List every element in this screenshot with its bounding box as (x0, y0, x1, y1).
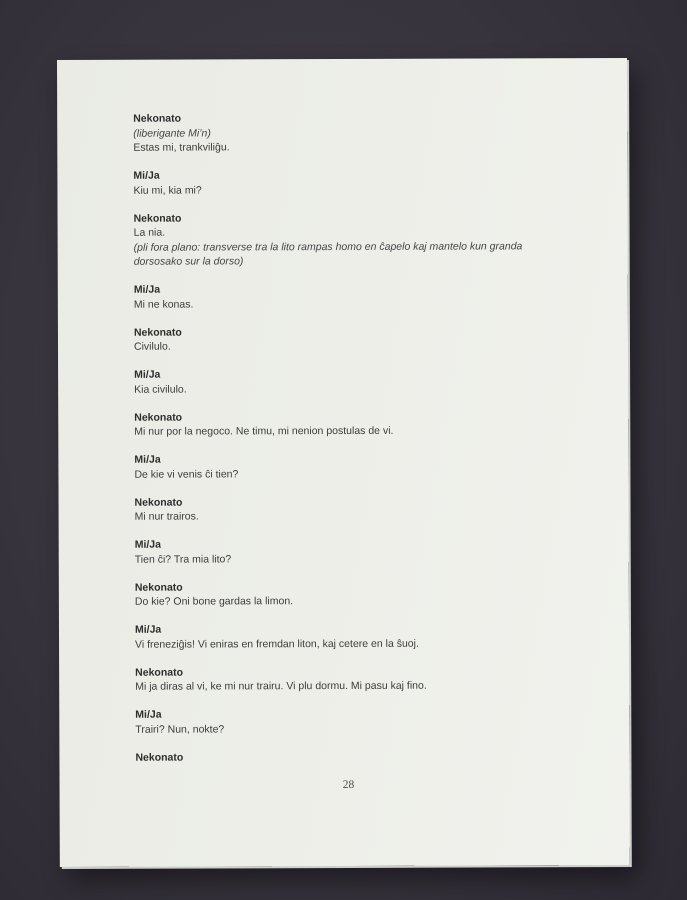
speaker-name: Nekonato (134, 411, 183, 424)
dialogue-block (134, 366, 594, 397)
stage-direction-line: dorsosako sur la dorso) (133, 255, 244, 268)
speaker-name: Nekonato (133, 326, 182, 339)
dialogue-line: Civilulo. (133, 340, 171, 353)
speaker-name: Nekonato (134, 496, 183, 509)
dialogue-line: La nia. (133, 226, 166, 239)
scanned-page (57, 58, 630, 867)
dialogue-line: Kiu mi, kia mi? (133, 183, 202, 197)
dialogue-block (134, 281, 594, 312)
dialogue-block (134, 451, 594, 482)
dialogue-line: Vi freneziĝis! Vi eniras en fremdan liton, kaj cetere en la ŝuoj. (135, 637, 419, 651)
dialogue-line: De kie vi venis ĉi tien? (134, 467, 239, 481)
speaker-name: Nekonato (133, 112, 182, 125)
speaker-name: Nekonato (135, 751, 184, 764)
speaker-name: Nekonato (135, 666, 184, 679)
dialogue-line: Estas mi, trankviliĝu. (133, 141, 230, 154)
dialogue-block (134, 210, 594, 270)
dialogue-line: Trairi? Nun, nokte? (135, 722, 225, 736)
speaker-name: Mi/Ja (134, 538, 161, 551)
dialogue-block (135, 664, 595, 695)
dialogue-line: Mi nur por la negoco. Ne timu, mi nenion postulas de vi. (134, 424, 394, 438)
speaker-name: Nekonato (134, 581, 183, 594)
dialogue-block (134, 324, 594, 355)
dialogue-line: Mi nur trairos. (134, 510, 199, 523)
speaker-name: Mi/Ja (133, 283, 161, 296)
dialogue-line: Mi ne konas. (133, 298, 194, 311)
speaker-name: Mi/Ja (135, 708, 162, 721)
speaker-name: Mi/Ja (134, 453, 161, 466)
dialogue-block (135, 494, 595, 525)
dialogue-block (135, 749, 595, 765)
dialogue-line: Kia civilulo. (134, 383, 187, 396)
dialogue-block (135, 706, 595, 737)
speaker-name: Nekonato (133, 212, 182, 225)
dialogue-block (135, 536, 595, 567)
dialogue-block (134, 409, 594, 440)
dialogue-line: Tien ĉi? Tra mia lito? (134, 552, 232, 566)
speaker-name: Mi/Ja (134, 623, 162, 636)
speaker-name: Mi/Ja (134, 368, 161, 381)
dialogue-block (135, 621, 595, 652)
dialogue-line: Do kie? Oni bone gardas la limon. (134, 595, 294, 608)
speaker-name: Mi/Ja (133, 169, 160, 182)
dialogue-block (135, 579, 595, 610)
stage-direction-line: (liberigante Mi’n) (133, 126, 211, 140)
page-number: 28 (342, 778, 355, 791)
script-dialogue (57, 58, 629, 765)
stage-direction-line: (pli fora plano: transverse tra la lito rampas homo en ĉapelo kaj mantelo kun granda (133, 239, 523, 254)
dialogue-line: Mi ja diras al vi, ke mi nur trairu. Vi plu dormu. Mi pasu kaj fino. (135, 679, 427, 693)
dialogue-block (133, 110, 593, 155)
dialogue-block (133, 167, 593, 198)
